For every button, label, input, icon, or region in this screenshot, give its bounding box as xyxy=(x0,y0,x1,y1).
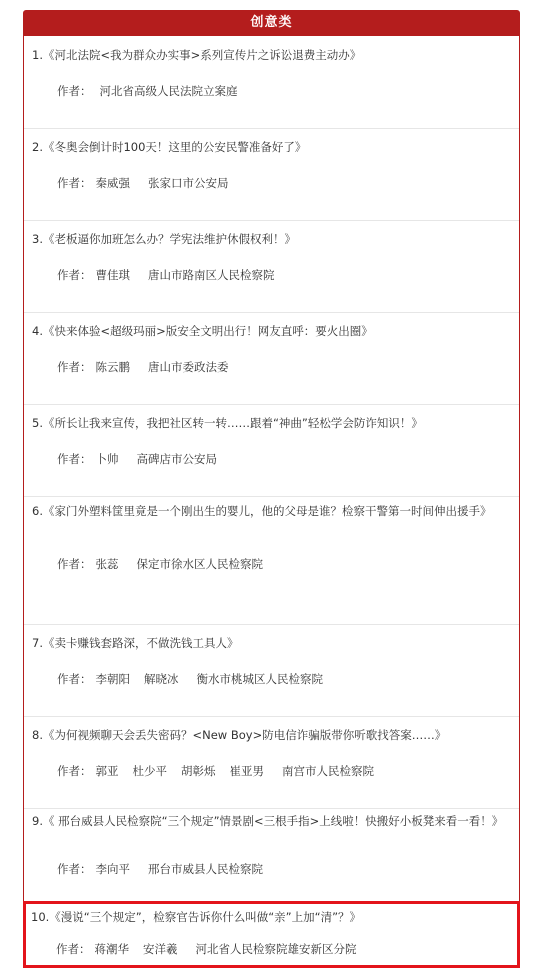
item-author xyxy=(57,357,513,377)
item-author xyxy=(57,554,513,574)
author-org: 河北省高级人民法院立案庭 xyxy=(99,84,238,98)
author-name: 安洋羲 xyxy=(143,942,178,956)
item-title: 1.《河北法院<我为群众办实事>系列宣传片之诉讼退费主动办》 xyxy=(32,48,362,62)
author-name: 曹佳琪 xyxy=(95,268,130,282)
author-label: 作者： xyxy=(57,672,92,686)
author-name: 秦威强 xyxy=(95,176,130,190)
author-label: 作者： xyxy=(56,942,91,956)
author-name: 解晓冰 xyxy=(144,672,179,686)
author-org: 南宫市人民检察院 xyxy=(282,764,374,778)
author-org: 邢台市威县人民检察院 xyxy=(148,862,263,876)
author-name: 郭亚 xyxy=(95,764,119,778)
author-label: 作者： xyxy=(57,862,92,876)
author-label: 作者： xyxy=(57,360,92,374)
author-label: 作者： xyxy=(57,176,92,190)
item-author xyxy=(57,449,513,469)
item-title: 3.《老板逼你加班怎么办？学宪法维护休假权利！》 xyxy=(32,232,296,246)
author-name: 陈云鹏 xyxy=(95,360,130,374)
item-title: 8.《为何视频聊天会丢失密码？<New Boy>防电信诈骗版带你听歌找答案……》 xyxy=(32,728,447,742)
author-label: 作者： xyxy=(57,268,92,282)
item-title: 6.《家门外塑料筐里竟是一个刚出生的婴儿，他的父母是谁？检察干警第一时间伸出援手》 xyxy=(32,504,492,518)
author-name: 杜少平 xyxy=(132,764,167,778)
author-org: 河北省人民检察院雄安新区分院 xyxy=(195,942,357,956)
author-name: 崔亚男 xyxy=(229,764,264,778)
item-author xyxy=(56,939,511,959)
entry-list xyxy=(23,36,520,968)
author-org: 张家口市公安局 xyxy=(148,176,229,190)
item-title: 9.《 邢台威县人民检察院“三个规定”情景剧<三根手指>上线啦！快搬好小板凳来看一看！》 xyxy=(32,814,504,828)
list-item-highlighted xyxy=(23,901,520,968)
item-author xyxy=(57,265,513,285)
author-org: 唐山市委政法委 xyxy=(148,360,229,374)
item-author xyxy=(57,859,513,879)
item-title: 10.《漫说“三个规定”，检察官告诉你什么叫做“亲”上加“清”？》 xyxy=(31,910,362,924)
item-title: 5.《所长让我来宣传，我把社区转一转……跟着“神曲”轻松学会防诈知识！》 xyxy=(32,416,423,430)
list-item xyxy=(24,404,519,496)
list-item xyxy=(24,312,519,404)
author-name: 蒋潮华 xyxy=(94,942,129,956)
category-header: 创意类 xyxy=(23,10,520,36)
author-org: 高碑店市公安局 xyxy=(136,452,217,466)
item-title: 2.《冬奥会倒计时100天！这里的公安民警准备好了》 xyxy=(32,140,307,154)
item-author xyxy=(57,669,513,689)
list-item xyxy=(24,128,519,220)
author-name: 李向平 xyxy=(95,862,130,876)
item-author xyxy=(57,81,513,101)
author-name: 胡彰烁 xyxy=(181,764,216,778)
list-item xyxy=(24,624,519,716)
author-label: 作者： xyxy=(57,84,92,98)
author-label: 作者： xyxy=(57,764,92,778)
author-label: 作者： xyxy=(57,557,92,571)
list-item xyxy=(24,220,519,312)
item-author xyxy=(57,173,513,193)
list-item xyxy=(24,716,519,808)
list-item xyxy=(24,496,519,624)
item-title: 4.《快来体验<超级玛丽>版安全文明出行！网友直呼：要火出圈》 xyxy=(32,324,373,338)
author-org: 唐山市路南区人民检察院 xyxy=(148,268,275,282)
item-author xyxy=(57,761,513,781)
author-name: 卜帅 xyxy=(95,452,119,466)
list-item xyxy=(24,36,519,128)
author-name: 张蕊 xyxy=(95,557,119,571)
author-org: 保定市徐水区人民检察院 xyxy=(136,557,263,571)
author-name: 李朝阳 xyxy=(95,672,130,686)
item-title: 7.《卖卡赚钱套路深，不做洗钱工具人》 xyxy=(32,636,239,650)
author-label: 作者： xyxy=(57,452,92,466)
author-org: 衡水市桃城区人民检察院 xyxy=(196,672,323,686)
